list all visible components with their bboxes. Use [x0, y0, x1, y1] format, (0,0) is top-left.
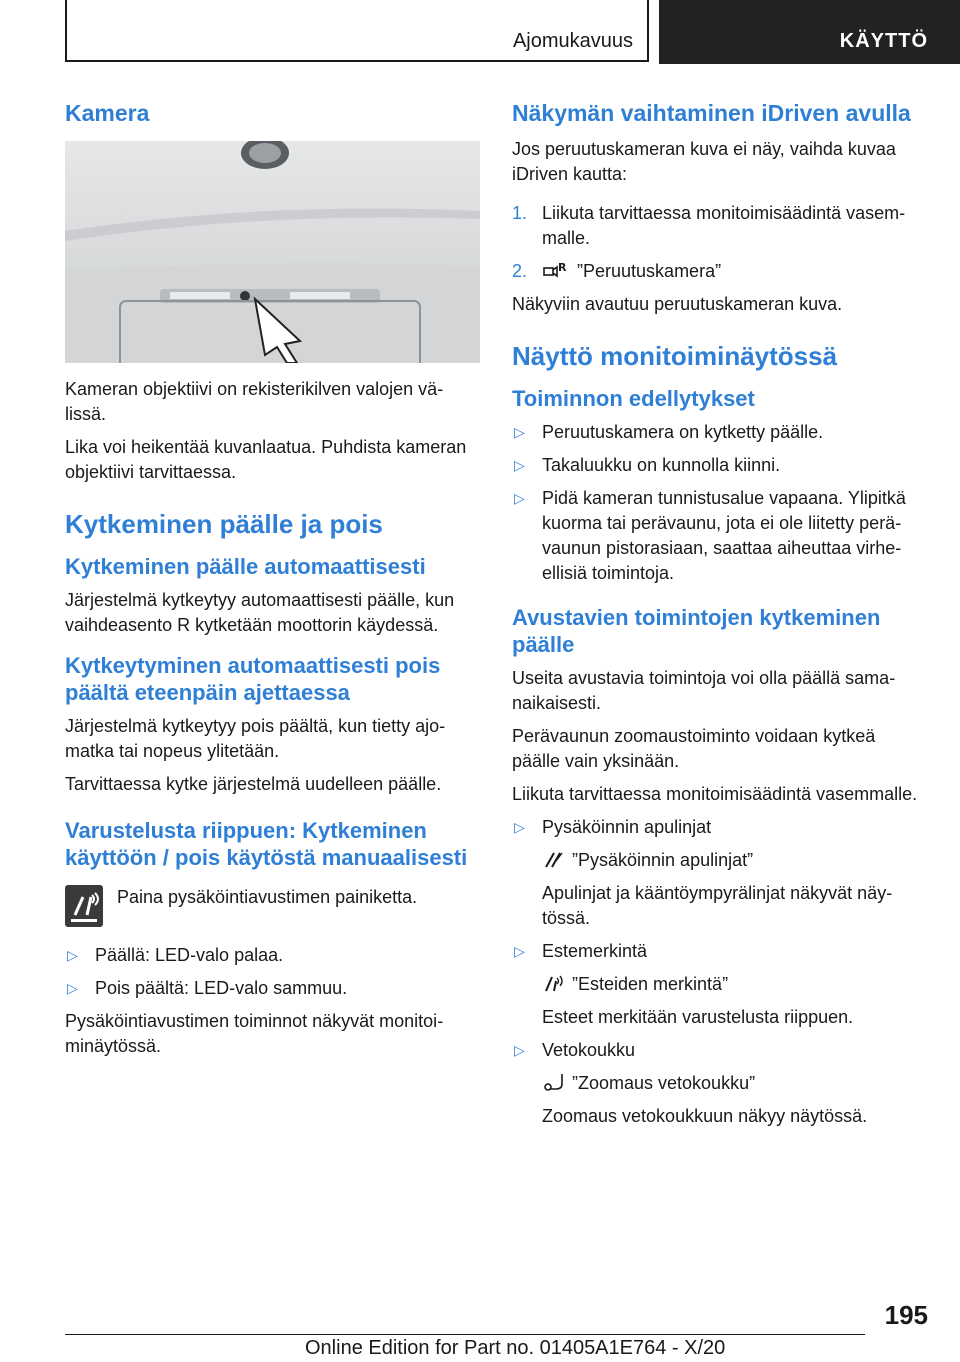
auto-off-text-1: Järjestelmä kytkeytyy pois päältä, kun tietty ajomatka tai nopeus ylitetään.	[65, 716, 446, 761]
svg-text:R: R	[558, 261, 566, 274]
heading-display: Näyttö monitoiminäytössä	[512, 341, 838, 371]
triangle-bullet-icon: ▷	[514, 819, 525, 835]
assist-text-1: Useita avustavia toimintoja voi olla päällä samanaikaisesti.	[512, 668, 896, 713]
list-item: ▷ Päällä: LED-valo palaa.	[65, 943, 477, 968]
list-item: ▷ Pois päältä: LED-valo sammuu.	[65, 976, 477, 1001]
camera-photo-illustration	[65, 141, 480, 363]
step-item: 2. R ”Peruutuskamera”	[512, 261, 722, 281]
header-section-tab	[659, 0, 960, 64]
camera-photo	[65, 141, 480, 363]
parking-lines-icon	[542, 849, 566, 869]
list-item: ▷ Pysäköinnin apulinjat ”Pysäköinnin apulinjat” Apulinjat ja kääntöympyrälinjat näkyvät näytössä.	[514, 817, 893, 928]
triangle-bullet-icon: ▷	[514, 457, 525, 473]
triangle-bullet-icon: ▷	[514, 943, 525, 959]
idrive-text: Jos peruutuskameran kuva ei näy, vaihda kuvaa iDriven kautta:	[512, 139, 896, 184]
heading-kytkeminen: Kytkeminen päälle ja pois	[65, 509, 383, 539]
heading-requirements: Toiminnon edellytykset	[512, 386, 755, 411]
kamera-text-1: Kameran objektiivi on rekisterikilven valojen välissä.	[65, 379, 444, 424]
triangle-bullet-icon: ▷	[514, 424, 525, 440]
list-item: ▷ Estemerkintä ”Esteiden merkintä” Esteet merkitään varustelusta riippuen.	[514, 941, 854, 1027]
assist-text-2: Perävaunun zoomaustoiminto voidaan kytkeä päälle vain yksinään.	[512, 726, 876, 771]
list-item: ▷ Takaluukku on kunnolla kiinni.	[512, 453, 927, 478]
auto-on-text: Järjestelmä kytkeytyy automaattisesti päälle, kun vaihdeasento R kytketään moottorin käydessä.	[65, 590, 455, 635]
list-item: ▷ Pidä kameran tunnistusalue vapaana. Ylipitkä kuorma tai perävaunu, jota ei ole liitetty perävaunun pistorasiaan, saattaa aiheuttaa virheellisiä toimintoja.	[514, 488, 906, 583]
heading-idrive: Näkymän vaihtaminen iDriven avulla	[512, 100, 911, 126]
triangle-bullet-icon: ▷	[67, 947, 78, 963]
heading-auto-on: Kytkeminen päälle automaattisesti	[65, 554, 426, 579]
heading-kamera: Kamera	[65, 100, 150, 126]
idrive-result-text: Näkyviin avautuu peruutuskameran kuva.	[512, 294, 843, 314]
manual-status-list	[65, 943, 477, 1001]
parking-assist-button-icon	[65, 885, 103, 927]
triangle-bullet-icon: ▷	[514, 490, 525, 506]
step-item: 1. Liikuta tarvittaessa monitoimisäädintä vasemmalle.	[512, 203, 906, 248]
footer-edition: Online Edition for Part no. 01405A1E764 - X/20	[305, 1337, 726, 1359]
requirements-list	[512, 420, 927, 586]
obstacle-marking-icon	[542, 973, 566, 993]
heading-auto-off: Kytkeytyminen automaattisesti pois päältä eteenpäin ajettaessa	[65, 653, 441, 705]
list-item: ▷ Vetokoukku ”Zoomaus vetokoukku” Zoomaus vetokoukkuun näkyy näytössä.	[514, 1040, 868, 1126]
assist-list	[512, 815, 927, 1129]
tow-hook-icon	[542, 1072, 566, 1092]
heading-assist: Avustavien toimintojen kytkeminen päälle	[512, 605, 881, 657]
rear-camera-icon	[542, 260, 566, 280]
parking-button-text: Paina pysäköintiavustimen painiketta.	[117, 887, 418, 907]
kamera-text-2: Lika voi heikentää kuvanlaatua. Puhdista kameran objektiivi tarvittaessa.	[65, 437, 467, 482]
section-title: KÄYTTÖ	[839, 30, 928, 52]
triangle-bullet-icon: ▷	[514, 1042, 525, 1058]
footer-divider	[65, 1334, 865, 1335]
right-column	[512, 100, 927, 1137]
idrive-steps	[512, 201, 927, 284]
left-column	[65, 100, 477, 1059]
manual-summary-text: Pysäköintiavustimen toiminnot näkyvät monitoiminäytössä.	[65, 1011, 444, 1056]
auto-off-text-2: Tarvittaessa kytke järjestelmä uudelleen päälle.	[65, 774, 442, 794]
heading-manual: Varustelusta riippuen: Kytkeminen käyttöön / pois käytöstä manuaalisesti	[65, 818, 468, 870]
chapter-title: Ajomukavuus	[512, 30, 633, 52]
triangle-bullet-icon: ▷	[67, 980, 78, 996]
parking-button-instruction	[65, 885, 477, 929]
header-chapter-box	[65, 0, 649, 62]
page-number: 195	[884, 1300, 928, 1330]
list-item: ▷ Peruutuskamera on kytketty päälle.	[512, 420, 927, 445]
assist-text-3: Liikuta tarvittaessa monitoimisäädintä vasemmalle.	[512, 784, 918, 804]
